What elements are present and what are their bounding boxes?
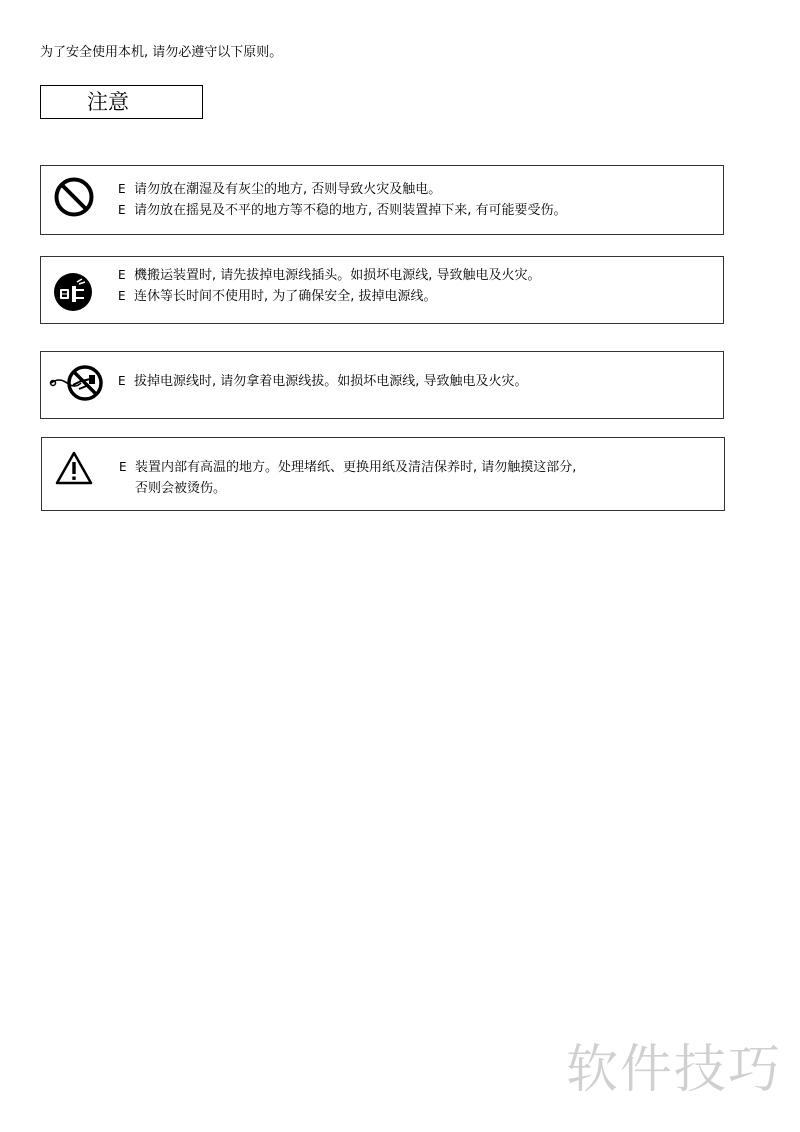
caution-triangle-icon: [54, 450, 94, 486]
warning-text-group: [119, 457, 576, 499]
warning-box-moisture: [40, 165, 724, 235]
warning-line: [118, 286, 541, 307]
warning-text-group: [118, 265, 541, 307]
intro-text: 为了安全使用本机, 请勿必遵守以下原则。: [40, 45, 283, 60]
bullet-marker: E: [118, 203, 126, 217]
warning-text-group: [118, 371, 528, 392]
warning-text-group: [118, 179, 567, 221]
warning-line: [118, 371, 528, 392]
warning-line: [119, 457, 576, 478]
warning-line-text: 装置内部有高温的地方。处理堵纸、更换用纸及清洁保养时, 请勿触摸这部分,: [135, 460, 577, 475]
warning-line: [118, 265, 541, 286]
no-pull-cord-icon: [47, 361, 107, 405]
caution-heading: 注意: [87, 90, 129, 114]
warning-line-text: 否则会被烫伤。: [135, 481, 227, 496]
warning-line-continuation: [119, 478, 576, 499]
watermark-text: 软件技巧: [566, 1040, 783, 1100]
warning-box-high-temperature: [41, 437, 725, 511]
warning-line: [118, 200, 567, 221]
bullet-marker: E: [118, 182, 126, 196]
bullet-marker: E: [119, 460, 127, 474]
bullet-marker: E: [118, 289, 126, 303]
warning-box-pull-cord: [40, 351, 724, 419]
warning-line-text: 请勿放在摇晃及不平的地方等不稳的地方, 否则装置掉下来, 有可能要受伤。: [134, 203, 567, 218]
bullet-marker: E: [118, 374, 126, 388]
warning-line-text: 连休等长时间不使用时, 为了确保安全, 拔掉电源线。: [134, 289, 437, 304]
warning-box-power-cord: [40, 256, 724, 324]
prohibited-icon: [52, 175, 96, 219]
warning-line-text: 请勿放在潮湿及有灰尘的地方, 否则导致火灾及触电。: [134, 182, 442, 197]
caution-heading-box: [40, 85, 203, 119]
unplug-icon: [51, 270, 95, 314]
warning-line-text: 機搬运装置时, 请先拔掉电源线插头。如损坏电源线, 导致触电及火灾。: [134, 268, 541, 283]
bullet-marker: E: [118, 268, 126, 282]
warning-line: [118, 179, 567, 200]
warning-line-text: 拔掉电源线时, 请勿拿着电源线拔。如损坏电源线, 导致触电及火灾。: [134, 374, 528, 389]
